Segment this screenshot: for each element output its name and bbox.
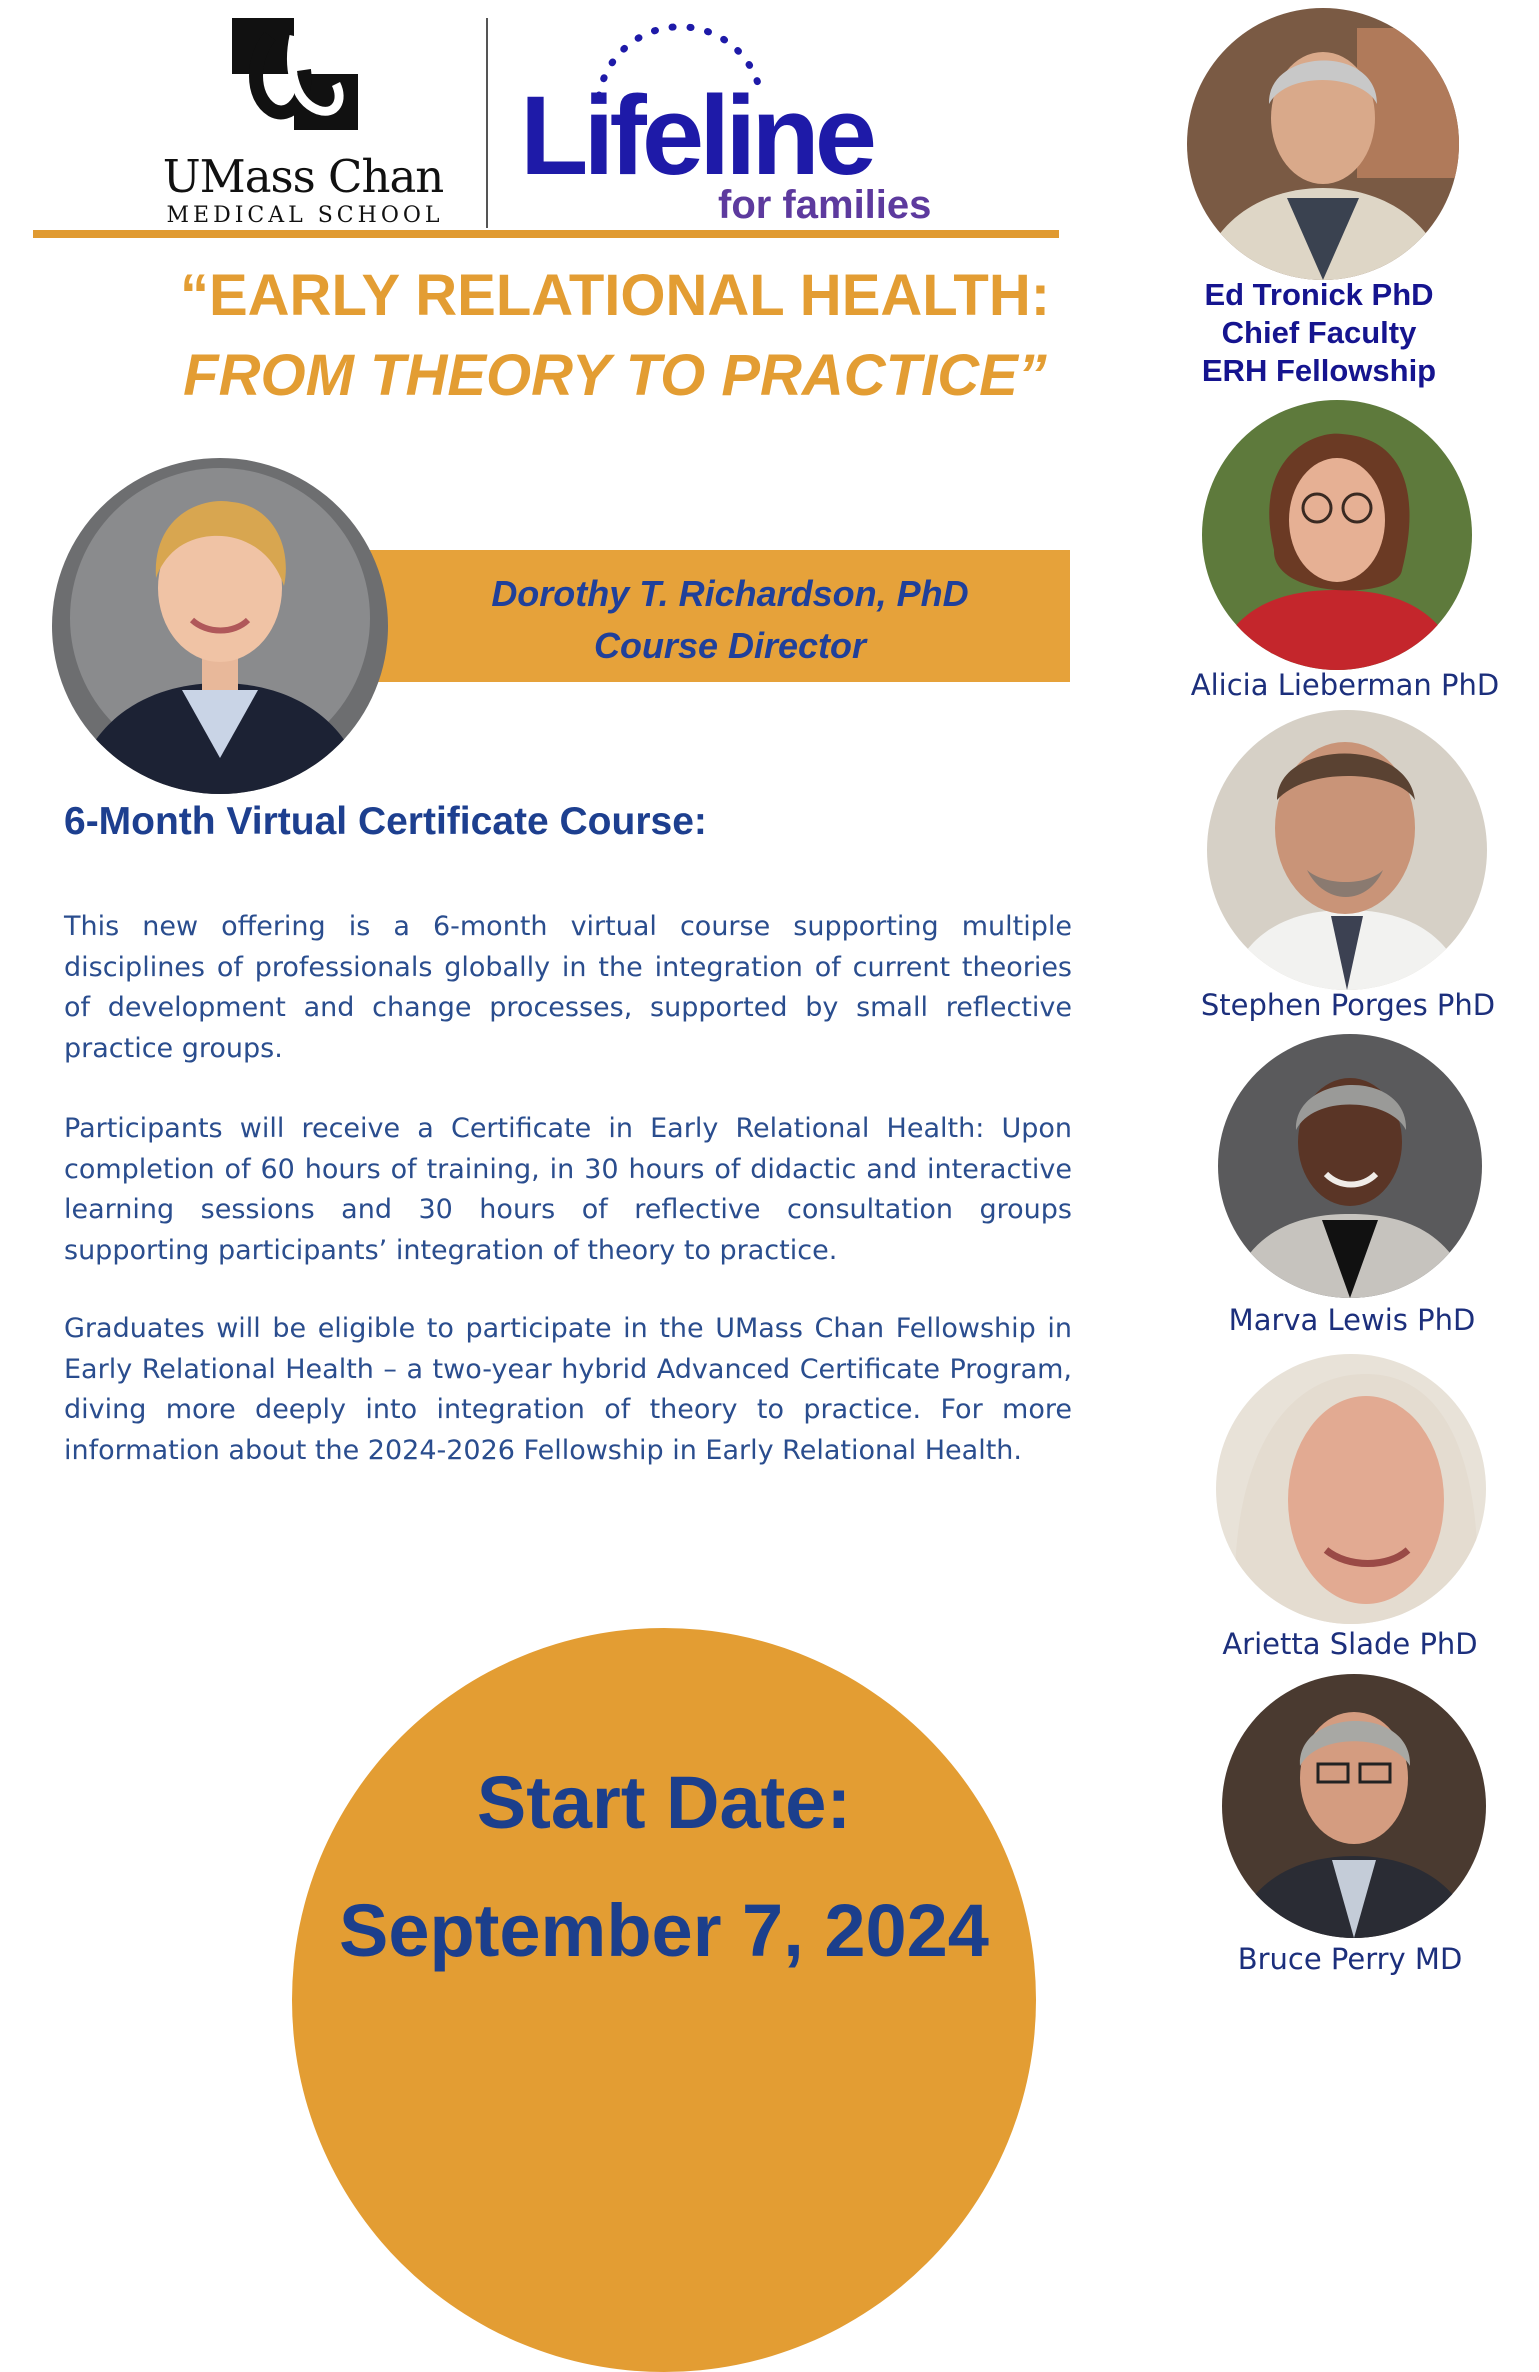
director-caption <box>380 568 1080 672</box>
faculty-photo-arietta-slade <box>1216 1354 1486 1624</box>
start-date-circle <box>292 1628 1036 2372</box>
faculty-name: Ed Tronick PhD <box>1204 277 1434 312</box>
course-paragraph-3: Graduates will be eligible to participate in the UMass Chan Fellowship in Early Relational Health – a two-year hybrid Advanced Certificate Program, diving more deeply into integration of theory to practice. For more information about the 2024-2026 Fellowship in Early Relational Health. <box>64 1313 1072 1466</box>
start-date-label: Start Date: <box>476 1761 852 1844</box>
faculty-name-alicia-lieberman: Alicia Lieberman PhD <box>1190 668 1500 702</box>
umass-name: UMass Chan <box>162 150 444 203</box>
faculty-title-1: Chief Faculty <box>1221 315 1417 350</box>
faculty-name-arietta-slade: Arietta Slade PhD <box>1222 1627 1478 1661</box>
lifeline-logo-subtitle: for families <box>718 183 932 227</box>
page-title-line-2: FROM THEORY TO PRACTICE” <box>183 343 1047 408</box>
faculty-title-2: ERH Fellowship <box>1201 353 1437 388</box>
page-title-line-1: “EARLY RELATIONAL HEALTH: <box>179 263 1051 328</box>
faculty-name-stephen-porges: Stephen Porges PhD <box>1200 988 1496 1022</box>
director-photo <box>52 458 388 794</box>
faculty-name-bruce-perry: Bruce Perry MD <box>1237 1942 1463 1976</box>
faculty-photo-ed-tronick <box>1187 8 1459 280</box>
faculty-photo-marva-lewis <box>1218 1034 1482 1298</box>
course-paragraph-2: Participants will receive a Certificate in Early Relational Health: Upon completion of 60 hours of training, in 30 hours of didactic and interactive learning sessions and 30 hours of reflective consultation groups supporting participants’ integration of theory to practice. <box>64 1113 1072 1266</box>
faculty-photo-bruce-perry <box>1222 1674 1486 1938</box>
director-name: Dorothy T. Richardson, PhD <box>491 573 969 614</box>
faculty-name-marva-lewis: Marva Lewis PhD <box>1228 1303 1476 1337</box>
header-rule <box>33 230 1059 238</box>
logo-divider <box>486 18 488 228</box>
start-date-value: September 7, 2024 <box>339 1889 989 1972</box>
faculty-name-ed-tronick <box>1129 276 1509 390</box>
faculty-photo-stephen-porges <box>1207 710 1487 990</box>
director-role: Course Director <box>593 625 867 666</box>
faculty-photo-alicia-lieberman <box>1202 400 1472 670</box>
umass-logo-mark <box>232 18 358 130</box>
course-paragraph-1: This new offering is a 6-month virtual course supporting multiple disciplines of professionals globally in the integration of current theories of development and change processes, supported by small reflective practice groups. <box>64 911 1072 1064</box>
umass-subtitle: MEDICAL SCHOOL <box>166 203 444 228</box>
lifeline-logo-text: Lifeline <box>520 73 873 198</box>
course-heading: 6-Month Virtual Certificate Course: <box>64 800 707 843</box>
